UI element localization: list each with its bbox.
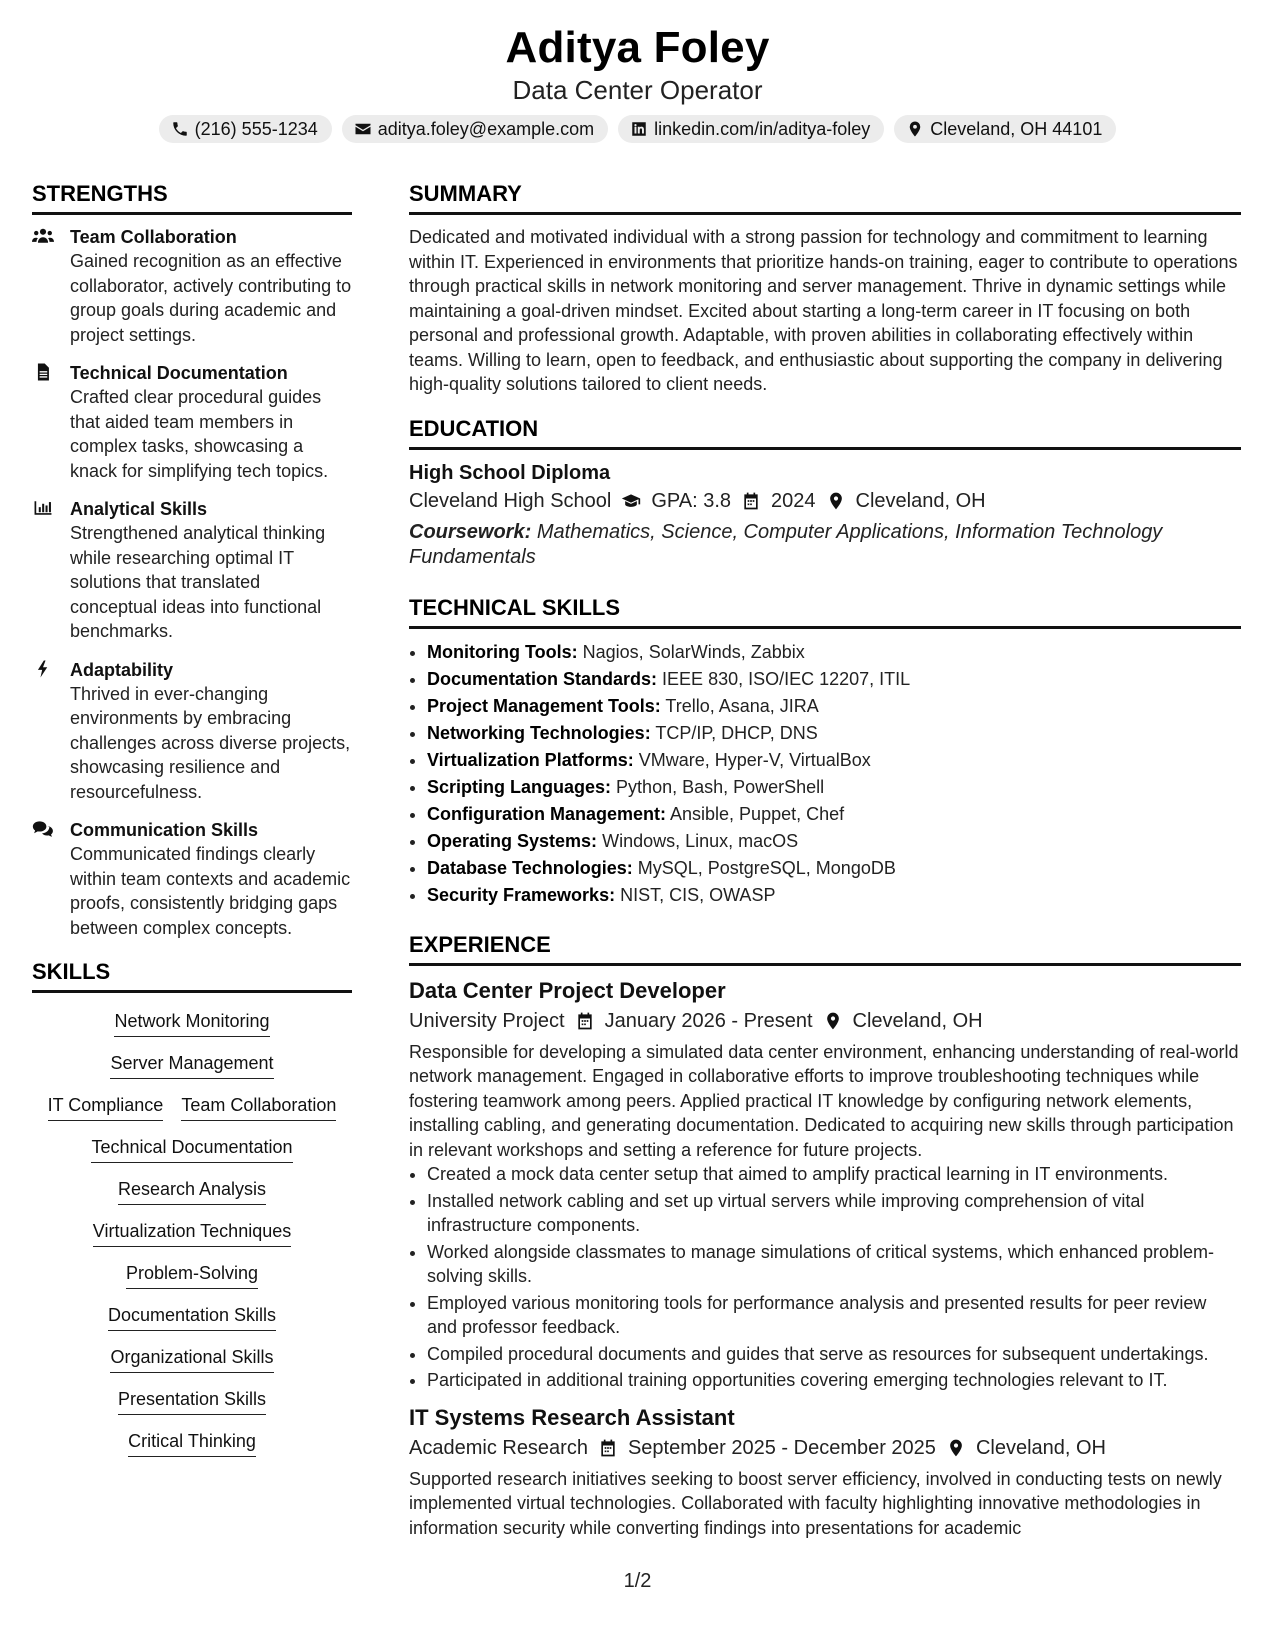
strength-desc: Strengthened analytical thinking while researching optimal IT solutions that translated conceptual ideas into functional benchmarks. — [70, 523, 326, 641]
skill-tag: Critical Thinking — [128, 1429, 256, 1457]
job-dates: September 2025 - December 2025 — [627, 1436, 936, 1459]
tech-skill-value: IEEE 830, ISO/IEC 12207, ITIL — [662, 668, 911, 689]
tech-skill-value: VMware, Hyper-V, VirtualBox — [638, 749, 871, 770]
tech-skill-label: Security Frameworks: — [427, 884, 616, 905]
list-item — [427, 639, 1241, 666]
job-title: Data Center Project Developer — [409, 977, 726, 1003]
map-pin-icon — [906, 120, 924, 138]
skill-tag: Organizational Skills — [110, 1345, 273, 1373]
strength-item — [32, 361, 352, 483]
tech-skill-value: Windows, Linux, macOS — [602, 830, 799, 851]
phone-icon — [171, 120, 189, 138]
contact-bar — [0, 115, 1275, 143]
strength-title: Communication Skills — [70, 820, 259, 840]
strength-title: Technical Documentation — [70, 363, 288, 383]
strength-desc: Thrived in ever-changing environments by embracing challenges across diverse projects, showcasing resilience and resourcefulness. — [70, 683, 351, 802]
summary-heading: SUMMARY — [409, 180, 1241, 215]
job-location: Cleveland, OH — [975, 1436, 1106, 1459]
summary-text: Dedicated and motivated individual with a strong passion for technology and commitment to learning within IT. Experienced in environments that prioritize hands-on training, eager to contribute to operations through practical skills in network monitoring and server management. Thrive in dynamic settings while maintaining a goal-driven mindset. Excited about starting a long-term career in IT focusing on both personal and professional growth. Adaptable, with proven abilities in collaborating effectively within teams. Willing to learn, open to feedback, and enthusiastic about supporting the company in delivering high-quality solutions tailored to client needs. — [409, 227, 1238, 394]
skills-list — [32, 1003, 352, 1457]
list-item — [427, 828, 1241, 855]
map-pin-icon — [946, 1438, 966, 1458]
tech-skill-label: Database Technologies: — [427, 857, 633, 878]
skill-tag: Problem-Solving — [126, 1261, 258, 1289]
job-entry — [409, 1403, 1241, 1541]
location-contact — [894, 115, 1116, 143]
job-description: Supported research initiatives seeking to boost server efficiency, involved in conducting tests on newly implemented virtual technologies. Collaborated with faculty highlighting innovative methodologies in information security while converting findings into presentations for academic — [409, 1468, 1222, 1538]
strength-title: Team Collaboration — [70, 227, 237, 247]
email-contact[interactable] — [342, 115, 608, 143]
map-pin-icon — [826, 491, 846, 511]
envelope-icon — [354, 120, 372, 138]
education-degree: High School Diploma — [409, 461, 611, 484]
technical-skills-heading: TECHNICAL SKILLS — [409, 594, 1241, 629]
list-item: • Employed various monitoring tools for performance analysis and presented results for peer review and professor feedback. — [427, 1291, 1241, 1340]
users-icon — [32, 227, 54, 245]
map-pin-icon — [823, 1011, 843, 1031]
bar-chart-icon — [32, 499, 54, 517]
coursework-label: Coursework: — [409, 520, 532, 543]
strength-item — [32, 497, 352, 644]
education-heading: EDUCATION — [409, 415, 1241, 450]
tech-skill-value: Nagios, SolarWinds, Zabbix — [582, 641, 805, 662]
skill-tag: Team Collaboration — [181, 1093, 336, 1121]
strength-desc: Gained recognition as an effective collaborator, actively contributing to group goals during academic and project settings. — [70, 251, 352, 345]
tech-skill-label: Configuration Management: — [427, 803, 666, 824]
list-item: • Installed network cabling and set up virtual servers while improving comprehension of vital infrastructure components. — [427, 1189, 1241, 1238]
graduation-cap-icon — [621, 491, 641, 511]
job-title: IT Systems Research Assistant — [409, 1404, 735, 1430]
list-item — [427, 720, 1241, 747]
job-entry — [409, 976, 1241, 1393]
education-meta — [409, 486, 1241, 516]
tech-skill-value: Python, Bash, PowerShell — [616, 776, 825, 797]
list-item: • Created a mock data center setup that aimed to amplify practical learning in IT environments. — [427, 1162, 1241, 1187]
list-item — [427, 774, 1241, 801]
tech-skill-label: Networking Technologies: — [427, 722, 651, 743]
job-meta — [409, 1006, 1241, 1036]
tech-skill-value: Trello, Asana, JIRA — [665, 695, 819, 716]
list-item: • Participated in additional training opportunities covering emerging technologies relevant to IT. — [427, 1368, 1241, 1393]
strength-title: Adaptability — [70, 659, 174, 680]
strength-item — [32, 818, 352, 940]
strengths-heading: STRENGTHS — [32, 180, 352, 215]
job-org: University Project — [409, 1009, 565, 1032]
chat-icon — [32, 820, 54, 838]
tech-skill-label: Documentation Standards: — [427, 668, 658, 689]
resume-header — [0, 22, 1275, 143]
linkedin-text: linkedin.com/in/aditya-foley — [654, 119, 871, 139]
left-column — [32, 180, 352, 1457]
list-item — [427, 801, 1241, 828]
job-description: Responsible for developing a simulated data center environment, enhancing understanding of real-world network management. Engaged in collaborative efforts to improve troubleshooting techniques while fostering teamwork among peers. Applied practical IT knowledge by configuring network elements, installing cabling, and generating documentation. Dedicated to acquiring new skills through participation in relevant workshops and setting a reference for future projects. — [409, 1041, 1239, 1160]
skills-heading: SKILLS — [32, 958, 352, 993]
page-number: 1/2 — [623, 1570, 652, 1592]
calendar-icon — [575, 1011, 595, 1031]
technical-skills-list — [409, 639, 1241, 909]
skill-tag: Presentation Skills — [118, 1387, 266, 1415]
strength-title: Analytical Skills — [70, 499, 208, 519]
lightning-icon — [32, 660, 54, 678]
list-item: • Worked alongside classmates to manage simulations of critical systems, which enhanced problem-solving skills. — [427, 1240, 1241, 1289]
list-item — [427, 855, 1241, 882]
phone-contact[interactable] — [159, 115, 332, 143]
tech-skill-label: Scripting Languages: — [427, 776, 612, 797]
tech-skill-label: Virtualization Platforms: — [427, 749, 634, 770]
list-item: • Compiled procedural documents and guides that serve as resources for subsequent undertakings. — [427, 1342, 1241, 1367]
tech-skill-value: Ansible, Puppet, Chef — [670, 803, 845, 824]
right-column — [409, 180, 1241, 1540]
skill-tag: IT Compliance — [48, 1093, 164, 1121]
calendar-icon — [598, 1438, 618, 1458]
list-item — [427, 747, 1241, 774]
skill-tag: Virtualization Techniques — [93, 1219, 291, 1247]
skill-tag: Documentation Skills — [108, 1303, 276, 1331]
education-location: Cleveland, OH — [855, 489, 986, 512]
skill-tag: Technical Documentation — [91, 1135, 292, 1163]
calendar-icon — [741, 491, 761, 511]
strength-item — [32, 658, 352, 805]
job-meta — [409, 1433, 1241, 1463]
list-item — [427, 693, 1241, 720]
email-text: aditya.foley@example.com — [377, 119, 595, 139]
skill-tag: Network Monitoring — [114, 1009, 269, 1037]
tech-skill-value: NIST, CIS, OWASP — [620, 884, 776, 905]
education-school: Cleveland High School — [409, 489, 612, 512]
tech-skill-value: TCP/IP, DHCP, DNS — [655, 722, 818, 743]
education-gpa: GPA: 3.8 — [651, 489, 732, 512]
linkedin-contact[interactable] — [618, 115, 884, 143]
linkedin-icon — [630, 120, 648, 138]
tech-skill-label: Operating Systems: — [427, 830, 598, 851]
skill-tag: Research Analysis — [118, 1177, 266, 1205]
list-item — [427, 882, 1241, 909]
job-location: Cleveland, OH — [852, 1009, 983, 1032]
strength-item — [32, 225, 352, 347]
job-org: Academic Research — [409, 1436, 588, 1459]
skill-tag: Server Management — [110, 1051, 273, 1079]
strength-desc: Crafted clear procedural guides that aided team members in complex tasks, showcasing a knack for simplifying tech topics. — [70, 387, 329, 481]
candidate-title: Data Center Operator — [512, 75, 763, 105]
job-bullets — [409, 1162, 1241, 1393]
document-icon — [32, 363, 54, 381]
job-dates: January 2026 - Present — [604, 1009, 813, 1032]
education-coursework — [409, 520, 1241, 570]
education-year: 2024 — [771, 489, 816, 512]
location-text: Cleveland, OH 44101 — [930, 119, 1103, 139]
list-item — [427, 666, 1241, 693]
tech-skill-label: Monitoring Tools: — [427, 641, 578, 662]
experience-heading: EXPERIENCE — [409, 931, 1241, 966]
phone-text: (216) 555-1234 — [194, 119, 318, 139]
tech-skill-value: MySQL, PostgreSQL, MongoDB — [637, 857, 896, 878]
tech-skill-label: Project Management Tools: — [427, 695, 661, 716]
candidate-name: Aditya Foley — [505, 23, 770, 72]
strength-desc: Communicated findings clearly within team contexts and academic proofs, consistently bridging gaps between complex concepts. — [70, 844, 351, 938]
coursework-text: Mathematics, Science, Computer Applications, Information Technology Fundamentals — [409, 520, 1163, 568]
